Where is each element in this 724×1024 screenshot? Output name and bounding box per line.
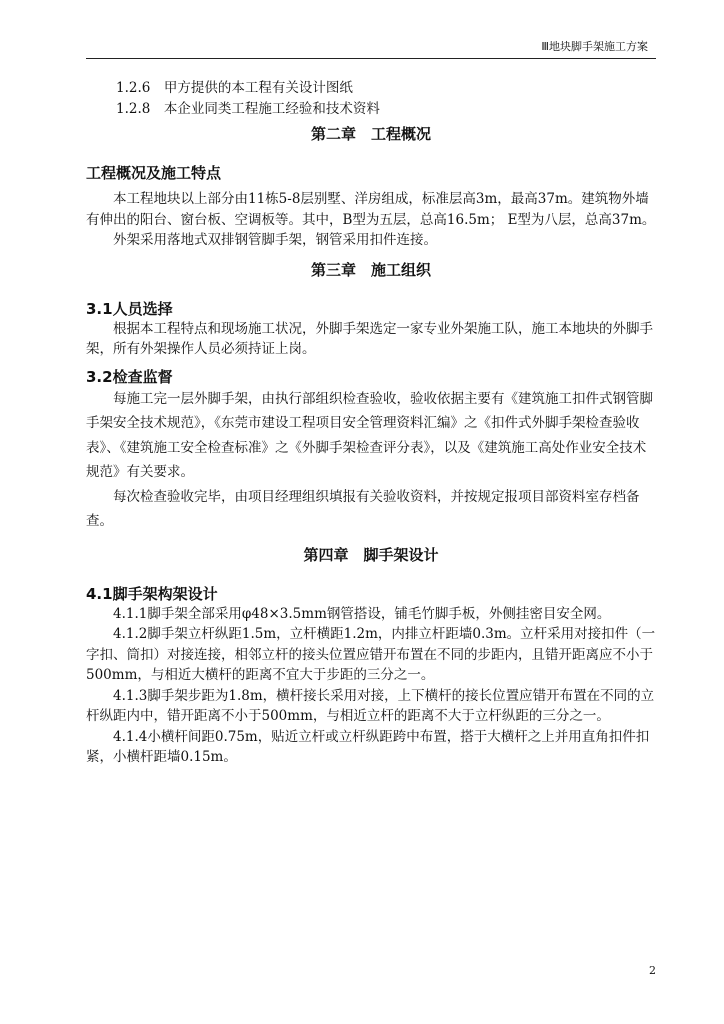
section-3-1-title: 3.1人员选择 xyxy=(86,299,173,318)
chapter-4-title: 第四章 脚手架设计 xyxy=(303,545,439,564)
paragraph: 本工程地块以上部分由11栋5-8层别墅、洋房组成，标准层高3m，最高37m。建筑物外墙有伸出的阳台、窗台板、空调板等。其中，B型为五层，总高16.5m； E型为八层，总高37m。 xyxy=(86,191,656,228)
reference-item: 1.2.6 甲方提供的本工程有关设计图纸 xyxy=(116,80,353,96)
header-title: Ⅲ地块脚手架施工方案 xyxy=(541,40,648,53)
paragraph: 每次检查验收完毕，由项目经理组织填报有关验收资料，并按规定报项目部资料室存档备查。 xyxy=(86,488,640,529)
section-overview-title: 工程概况及施工特点 xyxy=(86,164,222,182)
page-header xyxy=(86,32,656,59)
page-number: 2 xyxy=(649,964,656,977)
section-4-1-title: 4.1脚手架构架设计 xyxy=(86,584,218,603)
paragraph: 4.1.1脚手架全部采用φ48×3.5mm钢管搭设，铺毛竹脚手板，外侧挂密目安全网。 xyxy=(113,605,611,622)
paragraph: 4.1.3脚手架步距为1.8m，横杆接长采用对接，上下横杆的接长位置应错开布置在不同的立杆纵距内中，错开距离不小于500mm，与相近立杆的距离不大于立杆纵距的三分之一。 xyxy=(86,687,655,724)
paragraph: 根据本工程特点和现场施工状况，外脚手架选定一家专业外架施工队，施工本地块的外脚手架，所有外架操作人员必须持证上岗。 xyxy=(86,320,653,357)
paragraph: 4.1.4小横杆间距0.75m，贴近立杆或立杆纵距跨中布置，搭于大横杆之上并用直角扣件扣紧，小横杆距墙0.15m。 xyxy=(86,728,650,765)
chapter-3-title: 第三章 施工组织 xyxy=(310,260,431,279)
document-body xyxy=(86,78,656,768)
chapter-2-title: 第二章 工程概况 xyxy=(310,125,431,143)
paragraph: 外架采用落地式双排钢管脚手架，钢管采用扣件连接。 xyxy=(113,232,437,248)
paragraph: 每施工完一层外脚手架，由执行部组织检查验收，验收依据主要有《建筑施工扣件式钢管脚手架安全技术规范》，《东莞市建设工程项目安全管理资料汇编》之《扣件式外脚手架检查验收表》、《建筑施工安全检查标准》之《外脚手架检查评分表》，以及《建筑施工高处作业安全技术规范》有关要求。 xyxy=(86,390,653,480)
section-3-2-title: 3.2检查监督 xyxy=(86,367,173,386)
paragraph: 4.1.2脚手架立杆纵距1.5m，立杆横距1.2m，内排立杆距墙0.3m。立杆采用对接扣件（一字扣、筒扣）对接连接，相邻立杆的接头位置应错开布置在不同的步距内，且错开距离应不小于500mm，与相近大横杆的距离不宜大于步距的三分之一。 xyxy=(86,626,656,683)
reference-item: 1.2.8 本企业同类工程施工经验和技术资料 xyxy=(116,100,380,117)
